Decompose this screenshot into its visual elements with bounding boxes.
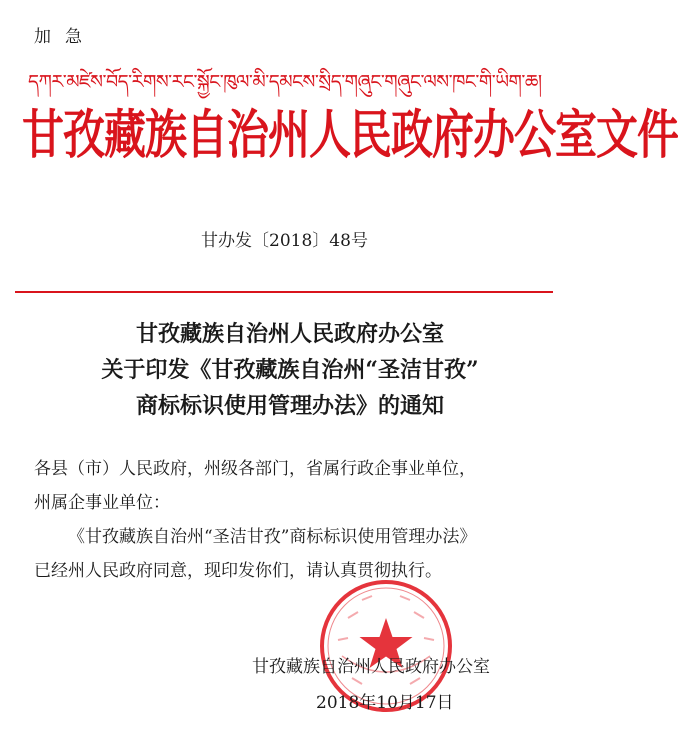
notice-title-line-1: 甘孜藏族自治州人民政府办公室 bbox=[135, 321, 444, 347]
document-number: 甘办发〔2018〕48号 bbox=[201, 231, 368, 251]
notice-title-line-3: 商标标识使用管理办法》的通知 bbox=[135, 393, 444, 419]
recipients-line-2: 州属企事业单位： bbox=[34, 493, 170, 513]
paragraph-line-1: 《甘孜藏族自治州“圣洁甘孜”商标标识使用管理办法》 bbox=[68, 527, 477, 547]
notice-body bbox=[34, 452, 554, 588]
notice-title bbox=[30, 316, 550, 424]
paragraph-line-2: 已经州人民政府同意，现印发你们，请认真贯彻执行。 bbox=[34, 561, 442, 581]
signature-date: 2018年10月17日 bbox=[316, 693, 454, 713]
urgency-label: 加急 bbox=[34, 27, 96, 47]
signature-organization: 甘孜藏族自治州人民政府办公室 bbox=[252, 657, 490, 677]
issuing-organ-title: 甘孜藏族自治州人民政府办公室文件 bbox=[22, 103, 678, 165]
recipients-line-1: 各县（市）人民政府，州级各部门，省属行政企事业单位， bbox=[34, 459, 476, 479]
tibetan-header: དཀར་མཛེས་བོད་རིགས་རང་སྐྱོང་ཁུལ་མི་དམངས་སྲིད་གཞུང་གཞུང་ལས་ཁང་གི་ཡིག་ཆ། bbox=[28, 71, 542, 93]
red-separator-line bbox=[15, 291, 553, 293]
notice-title-line-2: 关于印发《甘孜藏族自治州“圣洁甘孜” bbox=[101, 357, 479, 383]
